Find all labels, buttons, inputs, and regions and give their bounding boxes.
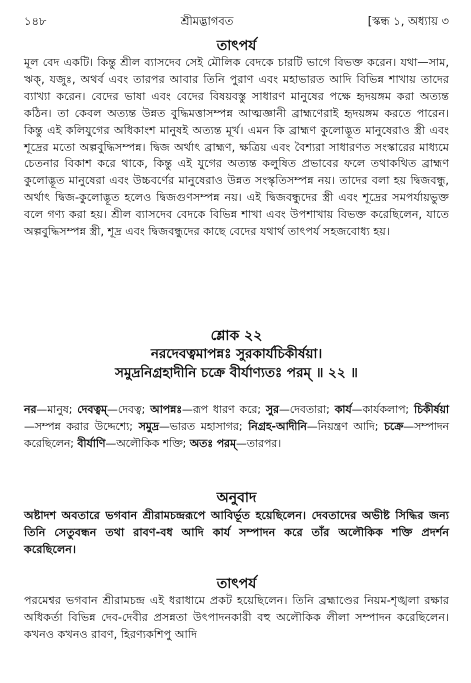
purport-heading: তাৎপর্য [216,576,257,592]
purport-text: মূল বেদ একটি। কিন্তু শ্রীল ব্যাসদেব সেই মৌলিক বেদকে চারটি ভাগে বিভক্ত করেন। যথা—সাম, ঋক্‌, যজুঃ, অথর্ব এবং তারপর আবার তিনি পুরাণ এবং মহাভারত আদি বিভিন্ন শাখায় তাদের ব্যাখ্যা করেন। বেদের ভাষা এবং বেদের বিষয়বস্তু সাধারণ মানুষের পক্ষে হৃদয়ঙ্গম করা অত্যন্ত কঠিন। তা কেবল অত্যন্ত উন্নত বুদ্ধিমত্তাসম্পন্ন আত্মজ্ঞানী ব্রাহ্মণেরাই হৃদয়ঙ্গম করতে পারেন। কিন্তু এই কলিযুগের অধিকাংশ মানুষই অত্যন্ত মূর্খ। এমন কি ব্রাহ্মণ কুলোদ্ভূত মানুষেরাও স্ত্রী এবং শূদ্রের মতো অল্পবুদ্ধিসম্পন্ন। দ্বিজ অর্থাৎ ব্রাহ্মণ, ক্ষত্রিয় এবং বৈশ্যরা সাধারণত সংস্কারের মাধ্যমে চেতনার বিকাশ করে থাকে, কিন্তু এই যুগের অত্যন্ত কলুষিত প্রভাবের ফলে তথাকথিত ব্রাহ্মণ কুলোদ্ভূত মানুষেরা এবং উচ্চবর্ণের মানুষেরাও উন্নত সংস্কৃতিসম্পন্ন নয়। তাদের বলা হয় দ্বিজবন্ধু, অর্থাৎ দ্বিজ-কুলোদ্ভূত হলেও দ্বিজগুণসম্পন্ন নয়। এই দ্বিজবন্ধুদের স্ত্রী এবং শূদ্রের সমপর্যায়ভুক্ত বলে গণ্য করা হয়। শ্রীল ব্যাসদেব বেদকে বিভিন্ন শাখা এবং উপশাখায় বিভক্ত করেছিলেন, যাতে অল্পবুদ্ধিসম্পন্ন স্ত্রী, শূদ্র এবং দ্বিজবন্ধুদের কাছে বেদের যথার্থ তাৎপর্য সহজবোধ্য হয়। [24,56,449,239]
verse-section [24,327,449,383]
purport-text: পরমেশ্বর ভগবান শ্রীরামচন্দ্র এই ধরাধামে প্রকট হয়েছিলেন। তিনি ব্রহ্মাণ্ডের নিয়ম-শৃঙ্খলা রক্ষার অধিকর্তা বিভিন্ন দেব-দেবীর প্রসন্নতা উৎপাদনকারী বহু অলৌকিক লীলা সম্পাদন করেছিলেন। কখনও কখনও রাবণ, হিরণ্যকশিপু আদি [24,594,449,641]
book-title: শ্রীমদ্ভাগবত [180,14,234,28]
verse-line-2: সমুদ্রনিগ্রহাদীনি চক্রে বীর্যাণ্যতঃ পরম্‌ ॥ ২২ ॥ [115,365,358,381]
synonym-item: নিগ্রহ-আদীনি—নিয়ন্ত্রণ আদি; [248,419,385,433]
purport-heading: তাৎপর্য [216,38,257,54]
synonym-item: নর—মানুষ; [24,403,78,416]
synonym-item: কার্য—কার্যকলাপ; [334,403,414,416]
synonyms-list [24,402,449,453]
canto-chapter: [স্কন্ধ ১, অধ্যায় ৩ [367,14,449,28]
synonym-item: আপন্নঃ—রূপ ধারণ করে; [150,403,266,416]
synonym-item: সমুদ্র—ভারত মহাসাগর; [138,419,249,433]
verse-heading: শ্লোক ২২ [210,328,263,344]
translation-section [24,489,449,558]
purport-section-2 [24,575,449,644]
page-number: ১৪৮ [24,14,47,28]
synonym-item: দেবত্বম্—দেবত্ব; [77,403,151,416]
synonyms-section [24,402,449,453]
verse-line-1: নরদেবত্বমাপন্নঃ সুরকার্যচিকীর্ষয়া। [150,346,323,362]
synonym-item: বীর্যাণি—অলৌকিক শক্তি; [77,436,190,450]
synonym-item: অতঃ পরম্—তারপর। [189,436,282,450]
page-header [24,14,449,30]
purport-section-1 [24,37,449,241]
synonym-item: সুর—দেবতারা; [265,403,335,416]
synonym-item: চিকীর্ষয়া—সম্পন্ন করার উদ্দেশ্যে; [24,403,450,433]
translation-heading: অনুবাদ [216,490,257,506]
synonym-item: চক্রে—সম্পাদন করেছিলেন; [24,419,449,450]
translation-text: অষ্টাদশ অবতারে ভগবান শ্রীরামচন্দ্ররূপে আবির্ভূত হয়েছিলেন। দেবতাদের অভীষ্ট সিদ্ধির জন্য তিনি সেতুবন্ধন তথা রাবণ-বধ আদি কার্য সম্পাদন করে তাঁর অলৌকিক শক্তি প্রদর্শন করেছিলেন। [24,509,449,556]
